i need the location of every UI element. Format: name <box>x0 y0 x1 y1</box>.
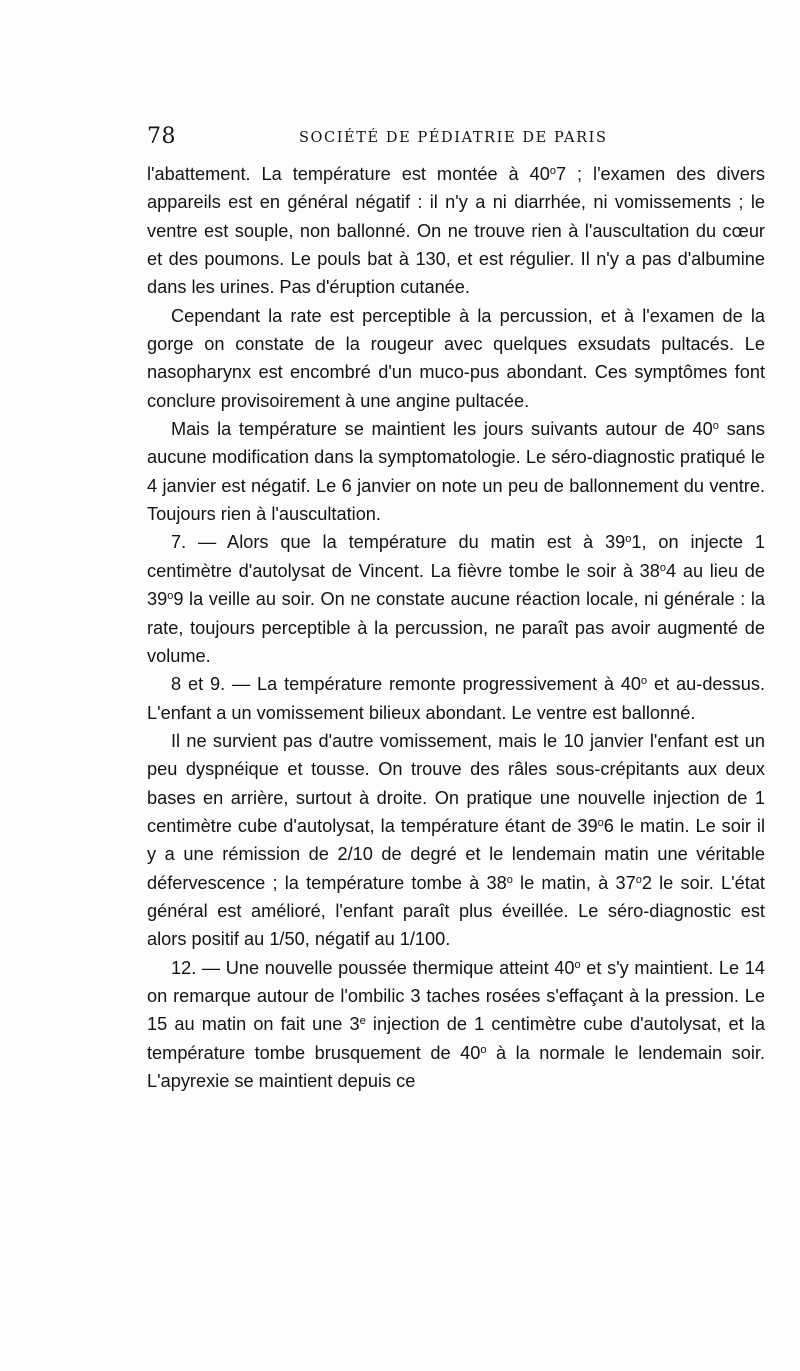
text-segment: 2 le soir. L'état général est amélioré, l'enfant paraît plus éveillée. Le séro-diagnostic est alors positif au 1/50, négatif au 1/100. <box>147 872 765 950</box>
text-segment: Mais la température se maintient les jours suivants autour de 40 <box>171 419 713 440</box>
paragraph <box>147 528 765 670</box>
paragraph <box>147 954 765 1096</box>
text-segment: injection de 1 centimètre cube d'autolysat, et la température tombe brusquement de 40 <box>147 1014 765 1063</box>
superscript: e <box>359 1015 366 1028</box>
superscript: o <box>641 675 648 688</box>
superscript: o <box>549 164 556 177</box>
paragraph <box>147 160 765 302</box>
superscript: o <box>659 561 667 574</box>
paragraph <box>147 727 765 954</box>
paragraph <box>147 302 765 415</box>
text-segment: 7. — Alors que la température du matin est à 39 <box>171 532 626 553</box>
text-segment: l'abattement. La température est montée à 40 <box>147 164 550 184</box>
text-segment: sans aucune modification dans la symptomatologie. Le séro-diagnostic pratiqué le 4 janvier est négatif. Le 6 janvier on note un peu de ballonnement du ventre. Toujours rien à l'auscultation. <box>147 419 765 525</box>
superscript: o <box>574 958 581 971</box>
superscript: o <box>635 873 642 886</box>
superscript: o <box>625 533 632 546</box>
superscript: o <box>597 816 604 829</box>
text-segment: 8 et 9. — La température remonte progressivement à 40 <box>171 674 642 695</box>
text-segment: et au-dessus. L'enfant a un vomissement bilieux abondant. Le ventre est ballonné. <box>147 674 765 723</box>
text-segment: et s'y maintient. Le 14 on remarque autour de l'ombilic 3 taches rosées s'effaçant à la pression. Le 15 au matin on fait une 3 <box>147 957 766 1035</box>
text-segment: 1, on injecte 1 centimètre d'autolysat de Vincent. La fièvre tombe le soir à 38 <box>147 532 765 581</box>
paragraph <box>147 670 765 727</box>
page-header <box>147 124 765 154</box>
text-segment: 9 la veille au soir. On ne constate aucune réaction locale, ni générale : la rate, toujours perceptible à la percussion, ne paraît pas avoir augmenté de volume. <box>147 589 765 666</box>
page-number: 78 <box>147 124 176 149</box>
body-text <box>147 160 765 1095</box>
text-segment: 12. — Une nouvelle poussée thermique atteint 40 <box>171 957 575 978</box>
paragraph <box>147 415 765 528</box>
superscript: o <box>167 590 174 603</box>
superscript: o <box>506 873 513 886</box>
running-head: SOCIÉTÉ DE PÉDIATRIE DE PARIS <box>299 130 608 146</box>
text-segment: à la normale le lendemain soir. L'apyrexie se maintient depuis ce <box>147 1042 765 1091</box>
text-segment: Cependant la rate est perceptible à la percussion, et à l'examen de la gorge on constate de la rougeur avec quelques exsudats pultacés. Le nasopharynx est encombré d'un muco-pus abondant. Ces symptômes font conclure provisoirement à une angine pultacée. <box>147 305 765 411</box>
superscript: o <box>480 1043 487 1056</box>
text-segment: 6 le matin. Le soir il y a une rémission de 2/10 de degré et le lendemain matin une véritable défervescence ; la température tombe à 38 <box>147 815 766 893</box>
text-segment: 7 ; l'examen des divers appareils est en général négatif : il n'y a ni diarrhée, ni vomissements ; le ventre est souple, non ballonné. On ne trouve rien à l'auscultation du cœur et des poumons. Le pouls bat à 130, et est régulier. Il n'y a pas d'albumine dans les urines. Pas d'éruption cutanée. <box>147 164 765 298</box>
text-segment: le matin, à 37 <box>512 872 636 893</box>
superscript: o <box>712 420 719 433</box>
text-segment: Il ne survient pas d'autre vomissement, mais le 10 janvier l'enfant est un peu dyspnéique et tousse. On trouve des râles sous-crépitants aux deux bases en arrière, surtout à droite. On pratique une nouvelle injection de 1 centimètre cube d'autolysat, la température étant de 39 <box>147 730 765 836</box>
text-segment: 4 au lieu de 39 <box>147 560 765 610</box>
